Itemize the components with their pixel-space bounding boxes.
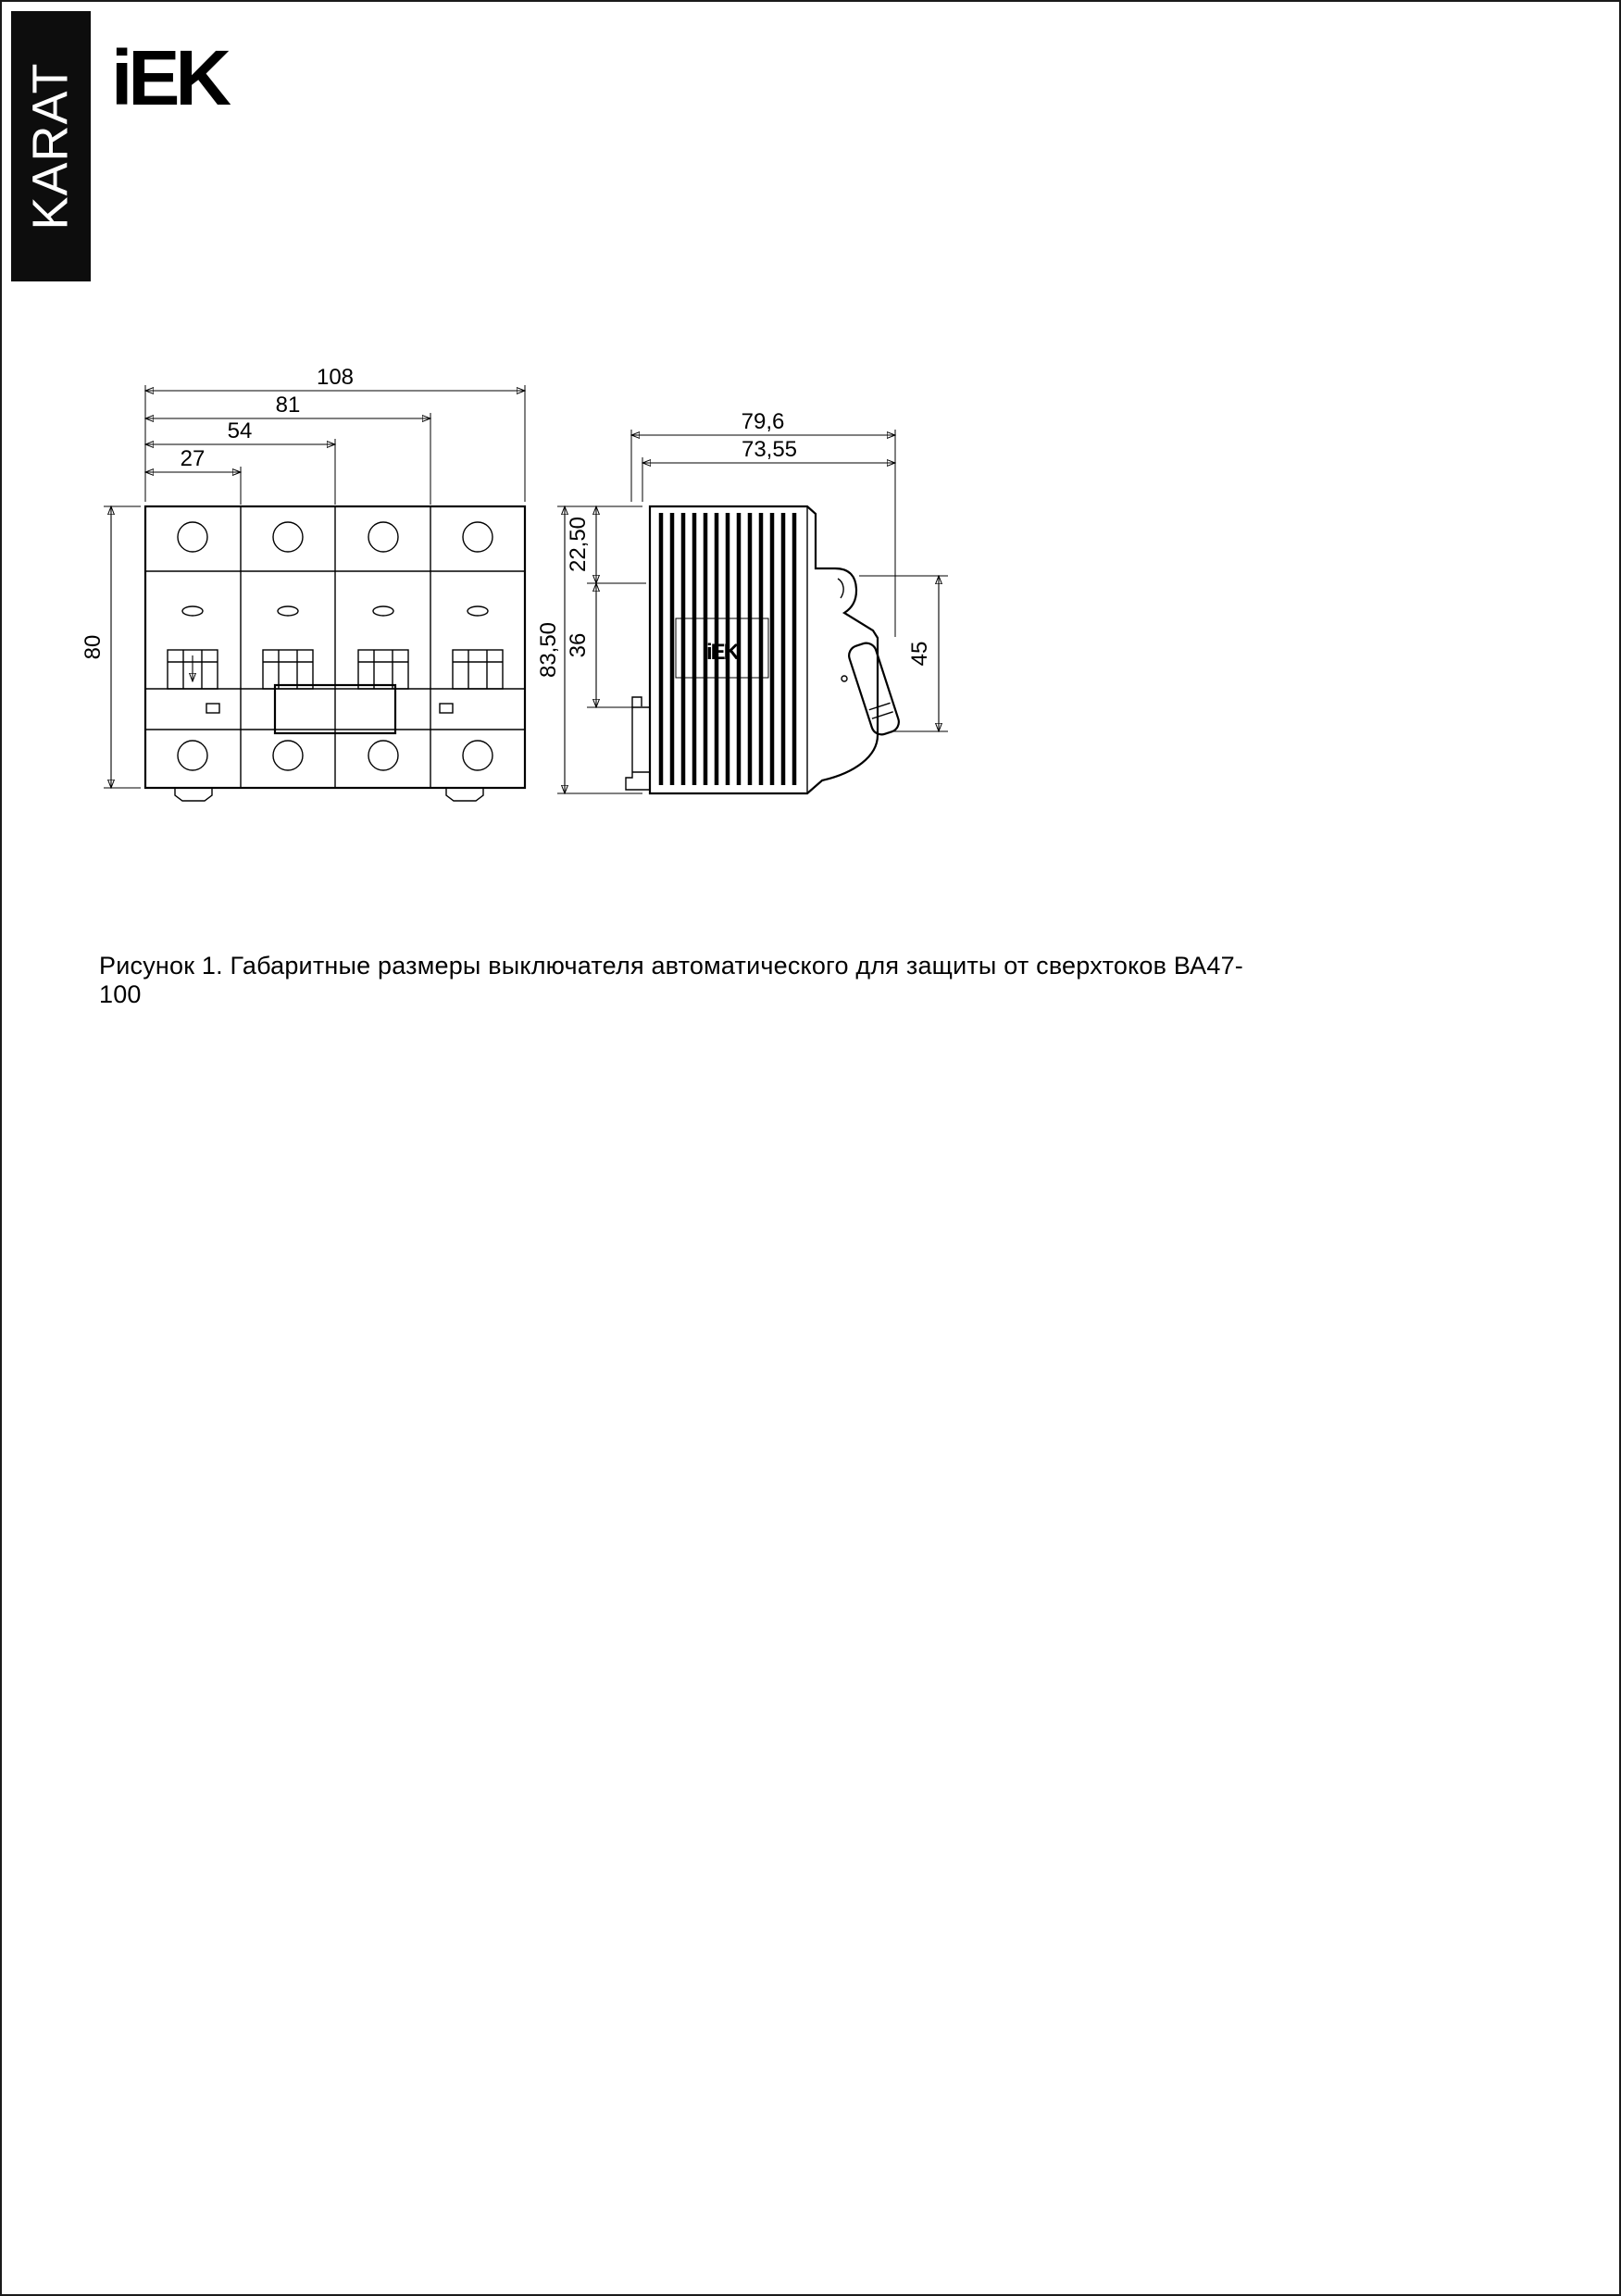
side-screw-dot <box>842 676 847 681</box>
dim-label-79-6: 79,6 <box>741 409 785 434</box>
side-iek-logo: iEK <box>705 640 739 665</box>
dim-label-22-50: 22,50 <box>566 516 591 573</box>
front-din-tabs <box>175 788 483 801</box>
karat-brand-text: KARAT <box>23 62 79 231</box>
dim-label-108: 108 <box>316 365 355 390</box>
karat-sidebar <box>11 11 91 281</box>
figure-caption: Рисунок 1. Габаритные размеры выключателя автоматического для защиты от сверхтоков ВА47-100 <box>99 952 1243 1008</box>
front-dimensions <box>81 365 525 788</box>
side-view <box>626 506 902 793</box>
dim-label-36: 36 <box>566 632 591 658</box>
front-view <box>145 506 525 801</box>
dim-label-80: 80 <box>81 634 106 660</box>
dim-label-45: 45 <box>907 641 932 667</box>
iek-logo: iEK <box>111 34 228 121</box>
front-interlock-bar <box>206 685 453 733</box>
side-ear-notch <box>838 579 843 598</box>
technical-drawing <box>76 363 1002 844</box>
side-dimensions <box>536 409 948 793</box>
side-toggle-handle <box>846 641 901 737</box>
dim-label-54: 54 <box>227 418 253 443</box>
dim-label-81: 81 <box>275 393 301 418</box>
dim-label-73-55: 73,55 <box>741 437 798 462</box>
dim-label-27: 27 <box>180 446 206 471</box>
dim-label-83-50: 83,50 <box>536 621 561 679</box>
side-din-clip <box>626 697 650 790</box>
